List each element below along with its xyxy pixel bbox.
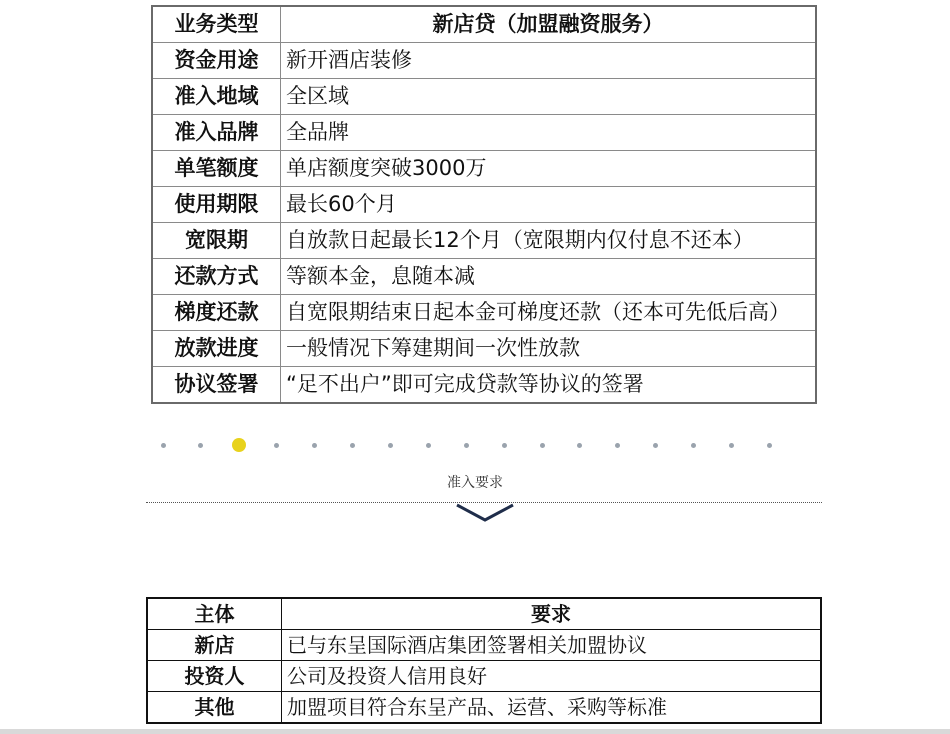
carousel-dot-active[interactable] [232,438,246,452]
carousel-dot[interactable] [653,443,658,448]
row-key: 梯度还款 [152,295,281,331]
row-value: 等额本金，息随本减 [281,259,817,295]
carousel-dot[interactable] [388,443,393,448]
table-row [147,692,821,724]
row-value: 已与东呈国际酒店集团签署相关加盟协议 [282,630,822,661]
carousel-dot[interactable] [161,443,166,448]
section-title: 准入要求 [447,475,503,491]
row-value: 全品牌 [281,115,817,151]
row-value: 自放款日起最长12个月（宽限期内仅付息不还本） [281,223,817,259]
carousel-dot[interactable] [729,443,734,448]
carousel-dot[interactable] [615,443,620,448]
row-key: 单笔额度 [152,151,281,187]
table-header-row [152,6,816,43]
carousel-dot[interactable] [426,443,431,448]
table-row [152,331,816,367]
chevron-down-icon [456,503,514,523]
table-row [147,630,821,661]
carousel-dot[interactable] [274,443,279,448]
table-row [152,79,816,115]
carousel-pagination [0,436,950,454]
loan-product-table [151,5,817,404]
row-value: 公司及投资人信用良好 [282,661,822,692]
row-key: 协议签署 [152,367,281,404]
bottom-bar [0,729,950,734]
row-value: 单店额度突破3000万 [281,151,817,187]
table-row [152,223,816,259]
row-key: 准入地域 [152,79,281,115]
row-key: 资金用途 [152,43,281,79]
carousel-dot[interactable] [540,443,545,448]
table-row [152,115,816,151]
table-row [152,43,816,79]
row-key: 使用期限 [152,187,281,223]
row-key: 其他 [147,692,282,724]
carousel-dot[interactable] [502,443,507,448]
table-row [152,295,816,331]
row-value: 新开酒店装修 [281,43,817,79]
table-header-row [147,598,821,630]
table-header-key: 业务类型 [152,6,281,43]
carousel-dot[interactable] [312,443,317,448]
table-row [152,259,816,295]
requirements-table [146,597,822,724]
table-row [147,661,821,692]
carousel-dot[interactable] [691,443,696,448]
table-header-key: 主体 [147,598,282,630]
table-row [152,151,816,187]
carousel-dot[interactable] [350,443,355,448]
row-value: 加盟项目符合东呈产品、运营、采购等标准 [282,692,822,724]
table-header-value: 新店贷（加盟融资服务） [281,6,817,43]
row-key: 新店 [147,630,282,661]
row-key: 宽限期 [152,223,281,259]
row-value: 全区域 [281,79,817,115]
row-key: 放款进度 [152,331,281,367]
row-value: 自宽限期结束日起本金可梯度还款（还本可先低后高） [281,295,817,331]
carousel-dot[interactable] [767,443,772,448]
carousel-dot[interactable] [577,443,582,448]
carousel-dot[interactable] [198,443,203,448]
row-key: 还款方式 [152,259,281,295]
row-value: “足不出户”即可完成贷款等协议的签署 [281,367,817,404]
table-row [152,367,816,404]
row-value: 最长60个月 [281,187,817,223]
row-key: 投资人 [147,661,282,692]
row-key: 准入品牌 [152,115,281,151]
table-header-value: 要求 [282,598,822,630]
carousel-dot[interactable] [464,443,469,448]
row-value: 一般情况下筹建期间一次性放款 [281,331,817,367]
table-row [152,187,816,223]
